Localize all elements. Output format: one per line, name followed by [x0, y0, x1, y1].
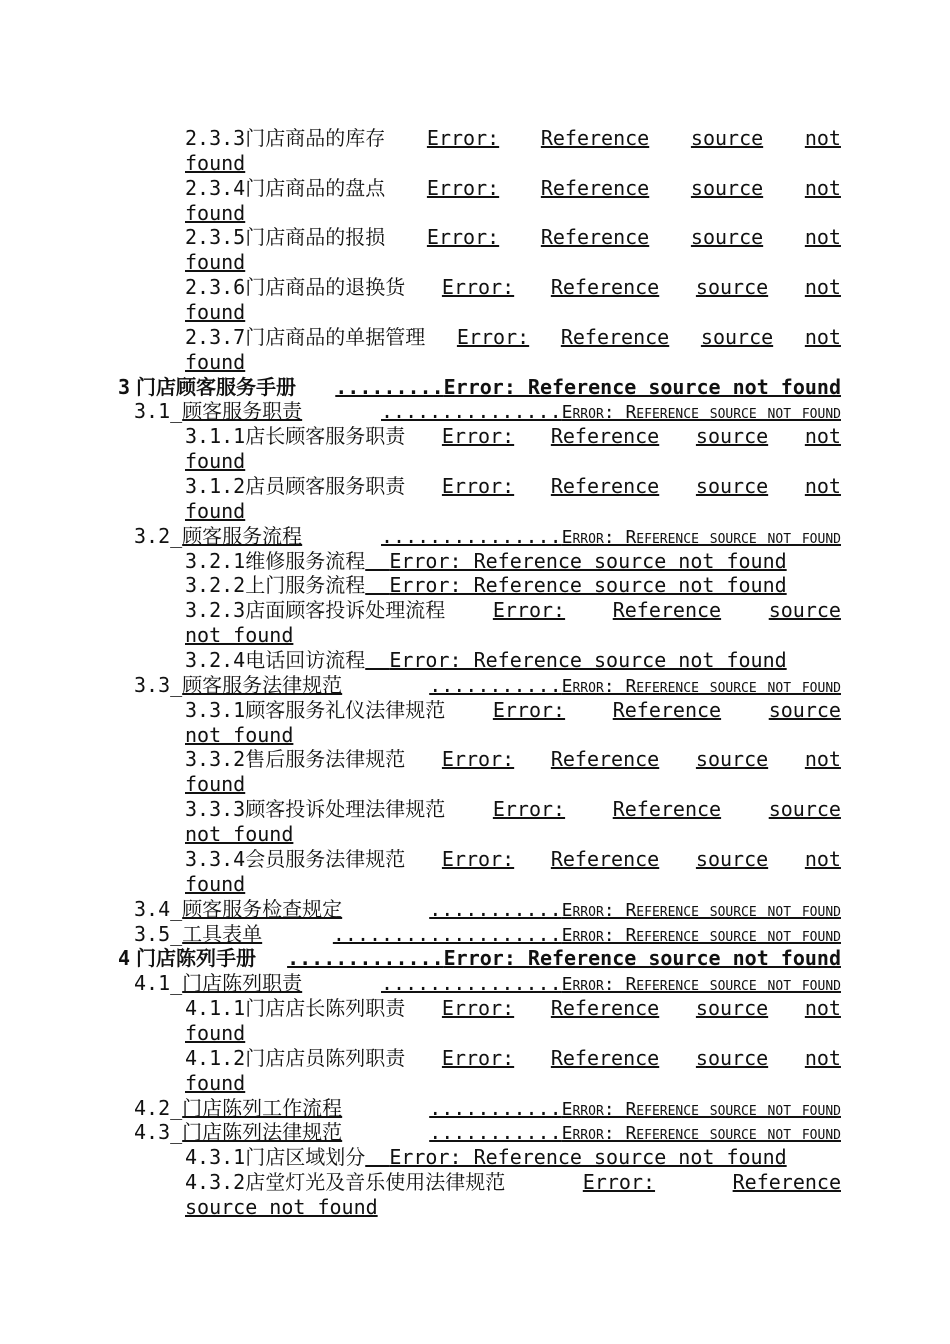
toc-entry-reference-tail[interactable]: found	[185, 250, 246, 275]
toc-entry-reference[interactable]: Error: Reference source not found	[443, 946, 841, 971]
toc-entry-number: 3.2.3	[185, 598, 246, 623]
toc-entry-gap	[365, 1145, 389, 1169]
toc-section[interactable]	[0, 971, 950, 996]
toc-entry-continuation[interactable]	[0, 449, 950, 474]
toc-entry-reference-word[interactable]: source	[768, 598, 841, 623]
toc-entry-reference-tail[interactable]: not found	[185, 722, 294, 747]
toc-entry-title: 顾客服务流程	[182, 523, 303, 548]
toc-section[interactable]	[0, 524, 950, 549]
toc-entry-reference-tail[interactable]: found	[185, 1070, 246, 1095]
toc-entry-reference-word[interactable]: source	[690, 175, 764, 200]
toc-entry-number: 2.3.6	[185, 275, 246, 300]
toc-entry-reference-word[interactable]: Error:	[426, 175, 500, 200]
toc-entry-heading	[185, 698, 445, 723]
toc-entry-leader	[381, 971, 841, 998]
toc-entry-reference-word[interactable]: not	[804, 275, 841, 300]
toc-entry-reference-word[interactable]: not	[804, 424, 841, 449]
toc-entry-line	[185, 996, 841, 1021]
toc-entry-reference-word[interactable]: Error:	[426, 126, 500, 150]
toc-entry-reference[interactable]: Error: Reference source not found	[389, 573, 787, 598]
toc-entry[interactable]	[0, 1145, 950, 1170]
toc-entry-title: 门店商品的退换货	[245, 275, 406, 300]
toc-entry-dots: .............	[287, 946, 444, 971]
toc-entry-continuation[interactable]	[0, 623, 950, 648]
toc-entry-heading	[185, 424, 405, 449]
toc-entry-reference-tail[interactable]: found	[185, 498, 246, 523]
toc-entry-heading	[185, 126, 385, 151]
toc-entry-heading	[185, 275, 405, 300]
toc-entry-reference-word[interactable]: Reference	[550, 474, 660, 499]
toc-entry-number: 4.3.1	[185, 1145, 246, 1170]
toc-entry-line	[185, 1046, 841, 1071]
toc-entry-number: 3.1.2	[185, 474, 246, 499]
toc-entry-line	[185, 747, 841, 772]
toc-entry-reference-word[interactable]: not	[804, 324, 841, 349]
toc-entry-reference[interactable]: Error: Reference source not found	[389, 1145, 787, 1170]
toc-section[interactable]	[0, 673, 950, 698]
toc-chapter[interactable]	[0, 946, 950, 971]
toc-entry-reference-word[interactable]: source	[768, 697, 841, 722]
toc-entry[interactable]	[0, 474, 950, 499]
toc-entry-reference-word[interactable]: not	[804, 225, 841, 250]
toc-entry-title: 门店商品的单据管理	[245, 324, 426, 349]
toc-entry-title: 店堂灯光及音乐使用法律规范	[245, 1170, 506, 1195]
toc-entry-number: 4.2_	[134, 1095, 183, 1120]
toc-chapter[interactable]	[0, 375, 950, 400]
toc-entry-number: 3.2.4	[185, 648, 246, 673]
toc-entry-title: 门店商品的盘点	[245, 175, 386, 200]
toc-entry-leader	[429, 673, 841, 700]
toc-entry-reference-tail[interactable]: found	[185, 200, 246, 225]
toc-entry-reference-word[interactable]: Reference	[550, 424, 660, 449]
toc-entry-title: 顾客投诉处理法律规范	[245, 797, 446, 822]
toc-entry-reference-word[interactable]: source	[695, 275, 769, 300]
toc-entry-dots: ...........	[429, 896, 562, 921]
toc-entry-line	[185, 325, 841, 350]
toc-entry-reference-word[interactable]: Error:	[441, 474, 515, 499]
toc-entry[interactable]	[0, 573, 950, 598]
toc-entry-dots: ...................	[332, 921, 562, 946]
toc-entry-title: 店员顾客服务职责	[245, 474, 406, 499]
toc-entry-number: 4.3.2	[185, 1170, 246, 1195]
toc-entry-reference-word[interactable]: source	[695, 1045, 769, 1070]
toc-entry-reference-tail[interactable]: not found	[185, 623, 294, 648]
toc-entry-continuation[interactable]	[0, 151, 950, 176]
toc-entry-title: 会员服务法律规范	[245, 846, 406, 871]
toc-entry-reference-word[interactable]: Error:	[441, 747, 515, 772]
toc-entry-number: 3.2_	[134, 523, 183, 548]
toc-entry-line	[185, 225, 841, 250]
toc-entry-continuation[interactable]	[0, 872, 950, 897]
toc-entry[interactable]	[0, 549, 950, 574]
toc-entry-reference-word[interactable]: Reference	[560, 324, 670, 349]
toc-entry-reference-word[interactable]: not	[804, 126, 841, 150]
toc-entry-title: 门店顾客服务手册	[136, 374, 297, 399]
toc-entry[interactable]	[0, 1170, 950, 1195]
toc-entry-number: 3.3.3	[185, 797, 246, 822]
toc-entry-title: 门店商品的库存	[245, 126, 386, 150]
toc-entry-reference-word[interactable]: source	[695, 424, 769, 449]
toc-entry-leader	[335, 375, 841, 400]
toc-entry-reference-word[interactable]: not	[804, 996, 841, 1021]
toc-entry-title: 上门服务流程	[245, 573, 366, 598]
toc-entry-line	[185, 698, 841, 723]
toc-entry-line	[185, 474, 841, 499]
toc-entry-title: 电话回访流程	[245, 648, 366, 673]
toc-entry-number: 2.3.4	[185, 175, 246, 200]
toc-entry-number: 3	[118, 374, 131, 399]
toc-entry-leader	[429, 897, 841, 924]
toc-entry-reference-word[interactable]: source	[695, 747, 769, 772]
toc-entry[interactable]	[0, 1046, 950, 1071]
toc-entry-dots: ...............	[381, 971, 562, 996]
toc-entry[interactable]	[0, 126, 950, 151]
toc-entry-heading	[185, 797, 445, 822]
toc-entry-reference-word[interactable]: Reference	[732, 1170, 841, 1195]
toc-entry[interactable]	[0, 747, 950, 772]
toc-entry[interactable]	[0, 275, 950, 300]
toc-entry-title: 店面顾客投诉处理流程	[245, 598, 446, 623]
toc-entry-line	[185, 797, 841, 822]
toc-entry[interactable]	[0, 225, 950, 250]
toc-entry-reference-tail[interactable]: found	[185, 871, 246, 896]
toc-entry-title: 门店商品的报损	[245, 225, 386, 250]
toc-entry-title: 工具表单	[182, 921, 263, 946]
toc-entry-reference[interactable]: Error: Reference source not found	[561, 526, 841, 548]
toc-entry-number: 4	[118, 946, 131, 971]
toc-entry-title: 门店陈列职责	[182, 971, 303, 996]
toc-entry-number: 3.5_	[134, 921, 183, 946]
toc-entry-title: 店长顾客服务职责	[245, 424, 406, 449]
toc-entry[interactable]	[0, 648, 950, 673]
toc-entry-reference[interactable]: Error: Reference source not found	[561, 974, 841, 996]
toc-entry-gap	[365, 573, 389, 597]
toc-entry-dots: .........	[335, 374, 444, 399]
toc-entry-heading	[185, 474, 405, 499]
toc-entry-title: 门店店长陈列职责	[245, 996, 406, 1021]
toc-entry-dots: ...............	[381, 399, 562, 424]
toc-entry-title: 顾客服务检查规定	[182, 896, 343, 921]
toc-entry-reference-word[interactable]: Reference	[612, 697, 722, 722]
toc-entry-reference-tail[interactable]: found	[185, 150, 246, 175]
toc-entry-number: 3.4_	[134, 896, 183, 921]
toc-entry-reference-word[interactable]: source	[768, 797, 841, 822]
toc-entry-reference-word[interactable]: not	[804, 474, 841, 499]
toc-entry-number: 3.3.1	[185, 697, 246, 722]
toc-entry-reference[interactable]: Error: Reference source not found	[561, 924, 841, 946]
toc-entry-reference-word[interactable]: source	[690, 225, 764, 250]
toc-entry[interactable]	[0, 847, 950, 872]
toc-entry-reference-word[interactable]: Error:	[441, 846, 515, 871]
toc-section[interactable]	[0, 1120, 950, 1145]
toc-entry-reference-word[interactable]: source	[695, 474, 769, 499]
toc-entry-reference[interactable]: Error: Reference source not found	[561, 899, 841, 921]
toc-entry-reference-word[interactable]: Reference	[550, 1045, 660, 1070]
toc-entry-reference[interactable]: Error: Reference source not found	[389, 548, 787, 573]
toc-entry-reference-word[interactable]: Error:	[441, 424, 515, 449]
toc-entry-heading	[185, 325, 425, 350]
toc-entry-title: 顾客服务礼仪法律规范	[245, 697, 446, 722]
toc-entry-leader	[333, 922, 841, 949]
toc-entry-reference-word[interactable]: Reference	[550, 996, 660, 1021]
toc-entry-continuation[interactable]	[0, 1021, 950, 1046]
toc-entry-title: 门店店员陈列职责	[245, 1045, 406, 1070]
toc-entry-reference-word[interactable]: Error:	[456, 324, 530, 349]
toc-entry-gap	[365, 549, 389, 573]
toc-entry-reference-word[interactable]: source	[700, 324, 774, 349]
toc-entry-line	[185, 1170, 841, 1195]
toc-entry-number: 2.3.7	[185, 324, 246, 349]
toc-entry-number: 3.2.2	[185, 573, 246, 598]
toc-entry-dots: ...........	[429, 1095, 562, 1120]
toc-entry-number: 4.1.2	[185, 1045, 246, 1070]
toc-entry-reference-word[interactable]: not	[804, 747, 841, 772]
toc-entry-title: 顾客服务职责	[182, 399, 303, 424]
toc-entry-reference-word[interactable]: Error:	[441, 1045, 515, 1070]
toc-entry-line	[185, 176, 841, 201]
toc-entry-line	[185, 275, 841, 300]
toc-entry-reference-word[interactable]: Reference	[540, 175, 650, 200]
toc-entry-title: 门店区域划分	[245, 1145, 366, 1170]
toc-section[interactable]	[0, 922, 950, 947]
toc-entry-heading	[185, 176, 385, 201]
toc-entry-reference-word[interactable]: Error:	[582, 1170, 656, 1195]
toc-entry-line	[185, 847, 841, 872]
toc-entry-reference-tail[interactable]: not found	[185, 822, 294, 847]
toc-entry-continuation[interactable]	[0, 250, 950, 275]
toc-entry[interactable]	[0, 176, 950, 201]
toc-entry-reference-word[interactable]: Reference	[550, 846, 660, 871]
toc-entry-number: 2.3.3	[185, 126, 246, 150]
toc-entry-heading	[185, 1046, 405, 1071]
toc-entry-reference-tail[interactable]: found	[185, 300, 246, 325]
toc-entry[interactable]	[0, 598, 950, 623]
toc-entry-reference[interactable]: Error: Reference source not found	[561, 1123, 841, 1145]
toc-entry-dots: ...............	[381, 523, 562, 548]
toc-entry-reference-word[interactable]: not	[804, 846, 841, 871]
toc-entry-title: 顾客服务法律规范	[182, 672, 343, 697]
toc-entry-reference-word[interactable]: Error:	[441, 996, 515, 1021]
toc-entry-line	[185, 598, 841, 623]
toc-entry-reference[interactable]: Error: Reference source not found	[389, 648, 787, 673]
toc-entry-reference-word[interactable]: Reference	[550, 747, 660, 772]
toc-entry-continuation[interactable]	[0, 350, 950, 375]
toc-entry-reference-word[interactable]: source	[695, 846, 769, 871]
toc-entry-reference-tail[interactable]: source not found	[185, 1194, 378, 1219]
toc-entry-reference-tail[interactable]: found	[185, 772, 246, 797]
toc-entry-continuation[interactable]	[0, 201, 950, 226]
toc-entry-reference[interactable]: Error: Reference source not found	[561, 675, 841, 697]
toc-entry-reference-word[interactable]: Reference	[540, 126, 650, 150]
toc-entry[interactable]	[0, 424, 950, 449]
toc-entry[interactable]	[0, 325, 950, 350]
toc-entry-reference-word[interactable]: Error:	[426, 225, 500, 250]
toc-entry-number: 3.3.4	[185, 846, 246, 871]
toc-section[interactable]	[0, 399, 950, 424]
toc-section[interactable]	[0, 1096, 950, 1121]
toc-entry-reference-word[interactable]: not	[804, 1045, 841, 1070]
toc-entry-heading	[185, 996, 405, 1021]
toc-entry-dots: ...........	[429, 1120, 562, 1145]
toc-entry-reference-word[interactable]: Reference	[612, 598, 722, 623]
toc-entry-reference-word[interactable]: Error:	[492, 797, 566, 822]
toc-entry[interactable]	[0, 797, 950, 822]
toc-entry[interactable]	[0, 698, 950, 723]
toc-entry-reference-word[interactable]: Error:	[492, 598, 566, 623]
toc-entry-leader	[429, 1120, 841, 1147]
toc-entry-line	[185, 424, 841, 449]
toc-entry-number: 2.3.5	[185, 225, 246, 250]
toc-entry-number: 3.1_	[134, 399, 183, 424]
toc-entry-reference[interactable]: Error: Reference source not found	[561, 402, 841, 424]
toc-entry-heading	[185, 747, 405, 772]
toc-entry-reference-word[interactable]: Error:	[441, 275, 515, 300]
toc-entry-leader	[381, 399, 841, 426]
toc-entry-leader	[381, 524, 841, 551]
toc-entry-reference-word[interactable]: Reference	[540, 225, 650, 250]
toc-entry-title: 门店陈列手册	[136, 946, 257, 971]
toc-entry-heading	[185, 1170, 505, 1195]
toc-entry-number: 3.3.2	[185, 747, 246, 772]
toc-entry-reference[interactable]: Error: Reference source not found	[561, 1098, 841, 1120]
toc-entry-reference-word[interactable]: Error:	[492, 697, 566, 722]
toc-entry-number: 3.1.1	[185, 424, 246, 449]
toc-entry-heading	[185, 225, 385, 250]
toc-entry-continuation[interactable]	[0, 1071, 950, 1096]
toc-entry-reference-word[interactable]: Reference	[612, 797, 722, 822]
toc-entry-heading	[185, 847, 405, 872]
toc-entry-reference-tail[interactable]: found	[185, 349, 246, 374]
table-of-contents	[0, 126, 950, 1220]
toc-entry-reference[interactable]: Error: Reference source not found	[443, 374, 841, 399]
toc-entry-continuation[interactable]	[0, 822, 950, 847]
toc-entry-reference-word[interactable]: not	[804, 175, 841, 200]
toc-entry-number: 4.1_	[134, 971, 183, 996]
toc-entry-title: 售后服务法律规范	[245, 747, 406, 772]
toc-entry-number: 3.3_	[134, 672, 183, 697]
toc-entry-continuation[interactable]	[0, 772, 950, 797]
toc-entry-number: 3.2.1	[185, 548, 246, 573]
toc-entry-line	[185, 126, 841, 151]
toc-entry-title: 维修服务流程	[245, 548, 366, 573]
toc-entry-reference-tail[interactable]: found	[185, 449, 246, 474]
toc-entry-reference-word[interactable]: Reference	[550, 275, 660, 300]
toc-entry-title: 门店陈列法律规范	[182, 1120, 343, 1145]
toc-entry-dots: ...........	[429, 672, 562, 697]
toc-entry-leader	[429, 1096, 841, 1123]
toc-entry-title: 门店陈列工作流程	[182, 1095, 343, 1120]
toc-entry-reference-word[interactable]: source	[690, 126, 764, 150]
toc-entry[interactable]	[0, 996, 950, 1021]
toc-section[interactable]	[0, 897, 950, 922]
toc-entry-continuation[interactable]	[0, 300, 950, 325]
toc-entry-leader	[287, 946, 841, 971]
toc-entry-number: 4.3_	[134, 1120, 183, 1145]
toc-entry-continuation[interactable]	[0, 723, 950, 748]
toc-entry-heading	[185, 598, 445, 623]
toc-entry-continuation[interactable]	[0, 499, 950, 524]
toc-entry-continuation[interactable]	[0, 1195, 950, 1220]
toc-entry-number: 4.1.1	[185, 996, 246, 1021]
toc-entry-reference-word[interactable]: source	[695, 996, 769, 1021]
toc-entry-gap	[365, 648, 389, 672]
toc-entry-reference-tail[interactable]: found	[185, 1020, 246, 1045]
